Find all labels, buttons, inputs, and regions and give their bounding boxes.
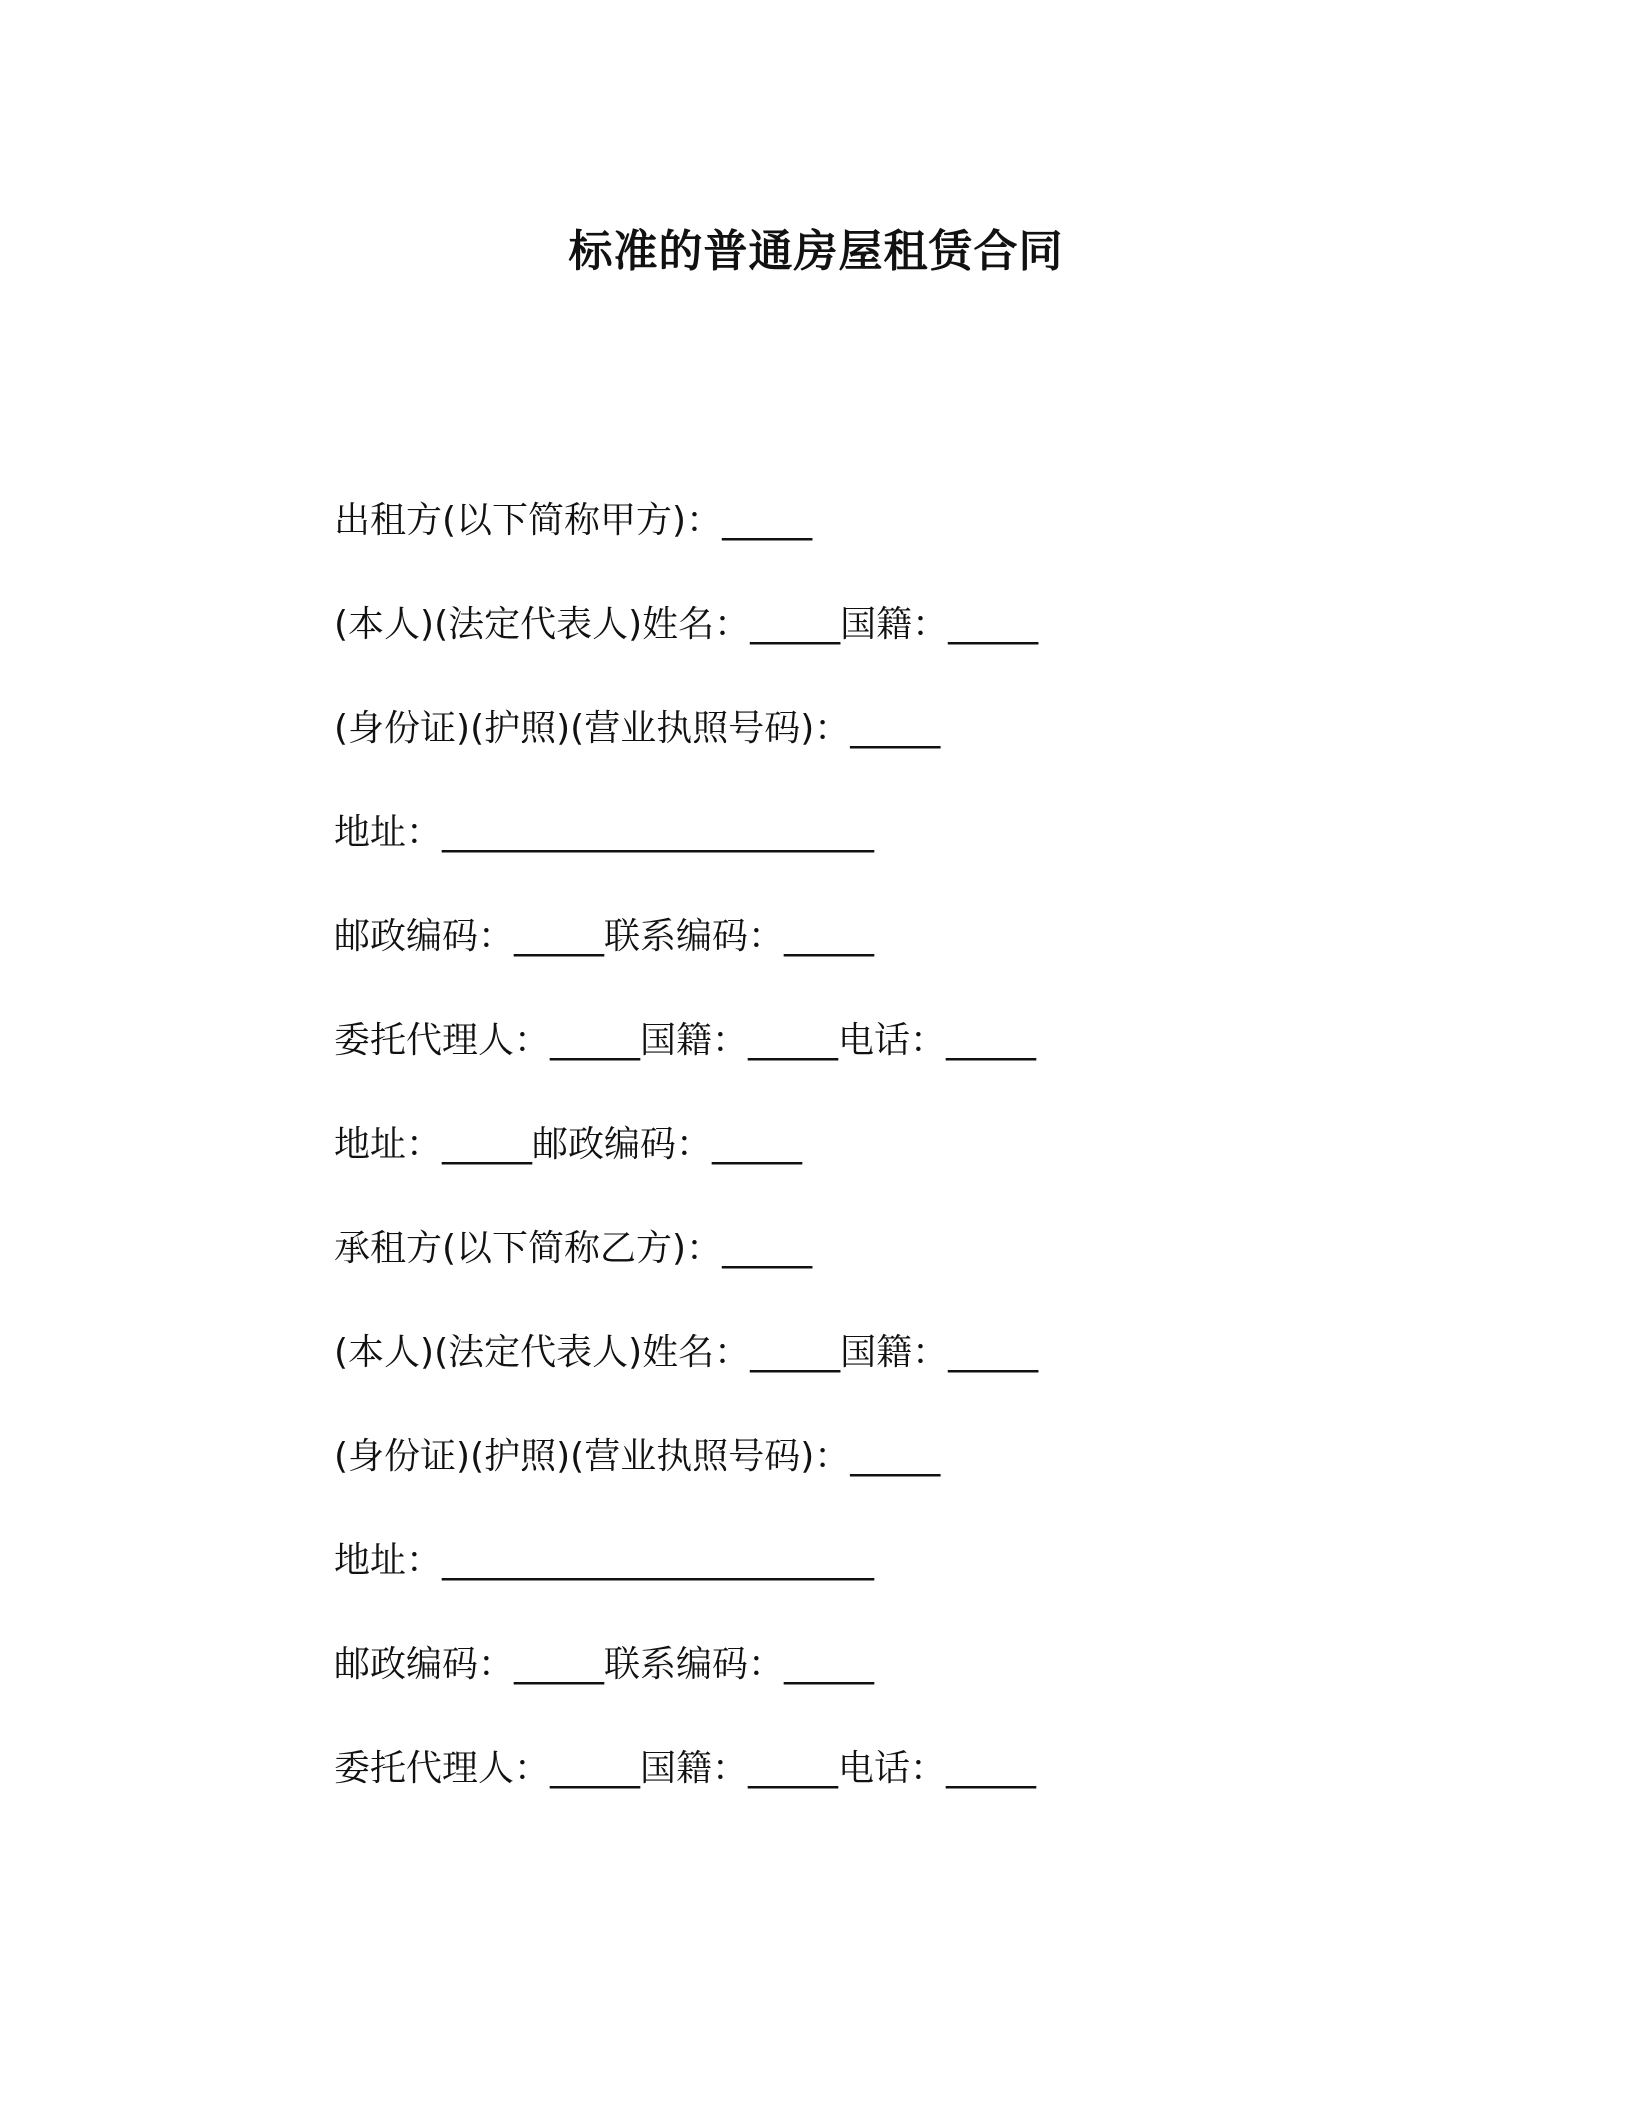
lessor-agent-address-line: 地址：_____邮政编码：_____ <box>334 1124 803 1165</box>
lessor-id-line: (身份证)(护照)(营业执照号码)：_____ <box>334 708 941 749</box>
lessor-agent-line: 委托代理人：_____国籍：_____电话：_____ <box>334 1020 1037 1061</box>
lessor-postal-contact-line: 邮政编码：_____联系编码：_____ <box>334 916 875 957</box>
lessee-name-nationality-line: (本人)(法定代表人)姓名：_____国籍：_____ <box>334 1332 1039 1373</box>
document-title: 标准的普通房屋租赁合同 <box>568 226 1064 277</box>
lessee-line: 承租方(以下简称乙方)：_____ <box>334 1228 813 1269</box>
lessee-id-line: (身份证)(护照)(营业执照号码)：_____ <box>334 1436 941 1477</box>
lessor-name-nationality-line: (本人)(法定代表人)姓名：_____国籍：_____ <box>334 604 1039 645</box>
lessee-postal-contact-line: 邮政编码：_____联系编码：_____ <box>334 1644 875 1685</box>
lessee-address-line: 地址：________________________ <box>334 1540 875 1581</box>
lessee-agent-line: 委托代理人：_____国籍：_____电话：_____ <box>334 1748 1037 1789</box>
lessor-line: 出租方(以下简称甲方)：_____ <box>334 500 813 541</box>
contract-parties-section <box>334 494 1434 1846</box>
lessor-address-line: 地址：________________________ <box>334 812 875 853</box>
